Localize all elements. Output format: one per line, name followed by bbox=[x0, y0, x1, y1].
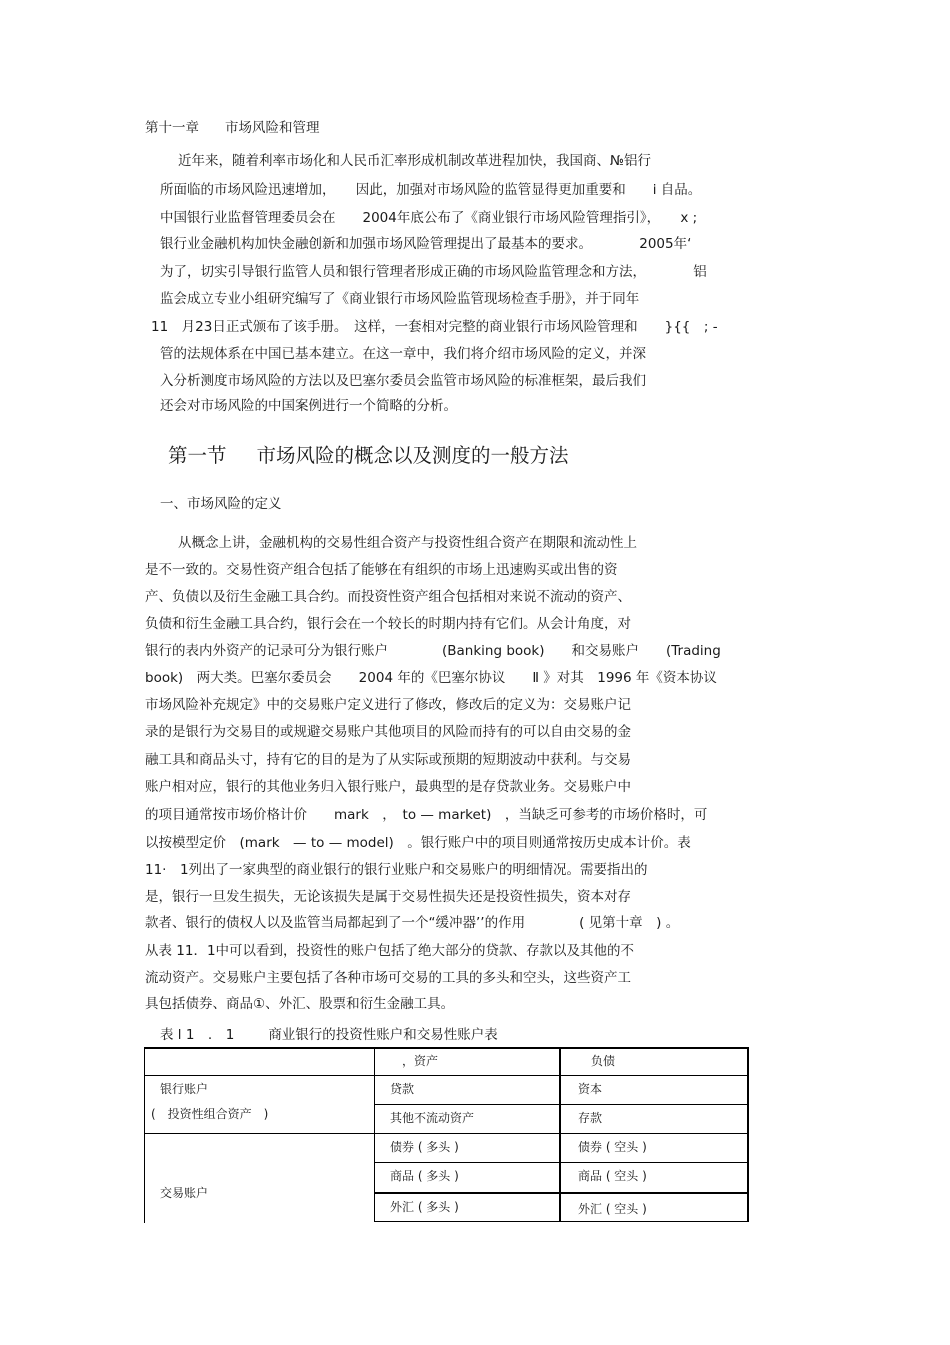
table-row-rule bbox=[374, 1192, 749, 1194]
table-cell-asset: 商品 ( 多头 ) bbox=[390, 1169, 459, 1183]
intro-line-9: 入分析测度市场风险的方法以及巴塞尔委员会监管市场风险的标准框架，最后我们 bbox=[160, 373, 646, 389]
body-line-14: 是，银行一旦发生损失，无论该损失是属于交易性损失还是投资性损失，资本对存 bbox=[145, 889, 631, 905]
table-cell-asset: 债券 ( 多头 ) bbox=[390, 1140, 459, 1154]
intro-line-5: 为了，切实引导银行监管人员和银行管理者形成正确的市场风险监管理念和方法， 铝 bbox=[160, 264, 707, 280]
body-line-4: 负债和衍生金融工具合约，银行会在一个较长的时期内持有它们。从会计角度，对 bbox=[145, 616, 631, 632]
table-left-border bbox=[144, 1047, 145, 1223]
section-title: 市场风险的概念以及测度的一般方法 bbox=[256, 444, 569, 467]
table-column-rule bbox=[559, 1047, 561, 1222]
table-caption-title: 商业银行的投资性账户和交易性账户表 bbox=[268, 1027, 498, 1043]
table-group-rule bbox=[144, 1133, 749, 1134]
table-cell-liability: 外汇 ( 空头 ) bbox=[578, 1202, 647, 1216]
table-cell-liability: 资本 bbox=[578, 1082, 603, 1096]
body-line-6: book) 两大类。巴塞尔委员会 2004 年的《巴塞尔协议 Ⅱ 》对其 1996 年《资本协议 bbox=[145, 670, 717, 686]
body-line-1: 从概念上讲，金融机构的交易性组合资产与投资性组合资产在期限和流动性上 bbox=[178, 535, 637, 551]
table-row-rule bbox=[374, 1162, 749, 1163]
body-line-12: 以按模型定价 (mark — to — model) 。银行账户中的项目则通常按历史成本计价。表 bbox=[145, 835, 691, 851]
table-header-liabilities: 负债 bbox=[591, 1054, 616, 1068]
body-line-16: 从表 11．1中可以看到，投资性的账户包括了绝大部分的贷款、存款以及其他的不 bbox=[145, 943, 635, 959]
table-cell-asset: 其他不流动资产 bbox=[390, 1111, 475, 1125]
table-cell-liability: 债券 ( 空头 ) bbox=[578, 1140, 647, 1154]
chapter-number: 第十一章 bbox=[145, 120, 199, 136]
subsection-heading: 一、市场风险的定义 bbox=[160, 496, 282, 512]
table-header-assets: ，资产 bbox=[402, 1054, 439, 1068]
body-line-3: 产、负债以及衍生金融工具合约。而投资性资产组合包括相对来说不流动的资产、 bbox=[145, 589, 631, 605]
chapter-heading bbox=[145, 122, 320, 136]
body-line-7: 市场风险补充规定》中的交易账户定义进行了修改，修改后的定义为：交易账户记 bbox=[145, 697, 631, 713]
body-line-5: 银行的表内外资产的记录可分为银行账户 (Banking book) 和交易账户 (Trading bbox=[145, 643, 721, 659]
body-line-17: 流动资产。交易账户主要包括了各种市场可交易的工具的多头和空头，这些资产工 bbox=[145, 970, 631, 986]
body-line-8: 录的是银行为交易目的或规避交易账户其他项目的风险而持有的可以自由交易的金 bbox=[145, 724, 631, 740]
table-cell-asset: 外汇 ( 多头 ) bbox=[390, 1200, 459, 1214]
intro-line-2: 所面临的市场风险迅速增加， 因此，加强对市场风险的监管显得更加重要和 i 自品。 bbox=[160, 182, 702, 198]
intro-line-6: 监会成立专业小组研究编写了《商业银行市场风险监管现场检查手册》，并于同年 bbox=[160, 291, 640, 307]
body-line-11: 的项目通常按市场价格计价 mark ， to — market) ，当缺乏可参考的市场价格时，可 bbox=[145, 807, 708, 823]
table-right-border bbox=[747, 1047, 749, 1222]
intro-line-3: 中国银行业监督管理委员会在 2004年底公布了《商业银行市场风险管理指引》， x ; bbox=[160, 210, 698, 226]
body-line-15: 款者、银行的债权人以及监管当局都起到了一个“缓冲器’’的作用 ( 见第十章 ) 。 bbox=[145, 915, 680, 931]
intro-line-10: 还会对市场风险的中国案例进行一个简略的分析。 bbox=[160, 398, 457, 414]
body-line-13: 11· 1列出了一家典型的商业银行的银行业账户和交易账户的明细情况。需要指出的 bbox=[145, 862, 648, 878]
table-cell-liability: 存款 bbox=[578, 1111, 603, 1125]
intro-line-1: 近年来，随着利率市场化和人民币汇率形成机制改革进程加快，我国商、№铝行 bbox=[178, 153, 652, 169]
table-bank-account-label: 银行账户 bbox=[160, 1082, 209, 1096]
section-heading bbox=[168, 446, 569, 466]
table-row-rule bbox=[374, 1104, 749, 1105]
table-column-rule bbox=[374, 1047, 375, 1222]
body-line-9: 融工具和商品头寸，持有它的目的是为了从实际或预期的短期波动中获利。与交易 bbox=[145, 752, 631, 768]
table-trading-account-label: 交易账户 bbox=[160, 1186, 209, 1200]
chapter-title: 市场风险和管理 bbox=[225, 120, 320, 136]
table-cell-liability: 商品 ( 空头 ) bbox=[578, 1169, 647, 1183]
body-line-10: 账户相对应，银行的其他业务归入银行账户，最典型的是存贷款业务。交易账户中 bbox=[145, 779, 631, 795]
intro-line-4: 银行业金融机构加快金融创新和加强市场风险管理提出了最基本的要求。 2005年‘ bbox=[160, 236, 692, 252]
section-number: 第一节 bbox=[168, 444, 227, 467]
body-line-18: 具包括债券、商品①、外汇、股票和衍生金融工具。 bbox=[145, 996, 455, 1012]
table-cell-asset: 贷款 bbox=[390, 1082, 415, 1096]
table-header-rule bbox=[144, 1075, 749, 1076]
table-caption-number: 表 l 1 . 1 bbox=[160, 1027, 235, 1043]
body-line-2: 是不一致的。交易性资产组合包括了能够在有组织的市场上迅速购买或出售的资 bbox=[145, 562, 618, 578]
table-bottom-rule bbox=[374, 1221, 749, 1222]
table-top-rule bbox=[144, 1047, 749, 1049]
intro-line-8: 管的法规体系在中国已基本建立。在这一章中，我们将介绍市场风险的定义，并深 bbox=[160, 346, 646, 362]
table-bank-account-sublabel: ( 投资性组合资产 ) bbox=[151, 1107, 269, 1121]
intro-line-7: 11 月23日正式颁布了该手册。 这样，一套相对完整的商业银行市场风险管理和 }{{ ; - bbox=[151, 319, 718, 335]
table-caption bbox=[160, 1029, 498, 1043]
